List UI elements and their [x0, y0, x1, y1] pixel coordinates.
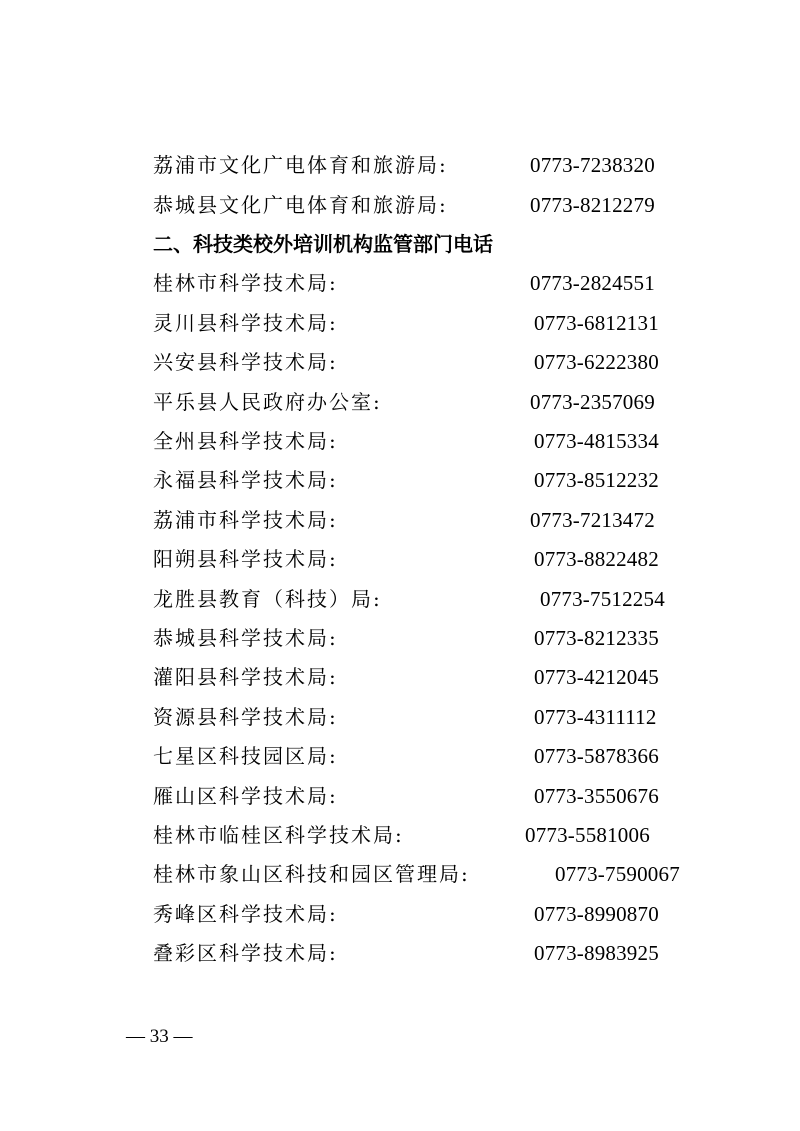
department-phone: 0773-8822482 — [534, 547, 659, 571]
department-phone: 0773-4212045 — [534, 665, 659, 689]
department-name: 灵川县科学技术局: — [153, 311, 338, 335]
department-name: 永福县科学技术局: — [153, 468, 338, 492]
contact-row — [153, 421, 713, 461]
department-name: 资源县科学技术局: — [153, 705, 338, 729]
department-phone: 0773-8983925 — [534, 941, 659, 965]
department-phone: 0773-8212335 — [534, 626, 659, 650]
department-phone: 0773-8990870 — [534, 902, 659, 926]
contact-row — [153, 303, 713, 343]
page-number: — 33 — — [126, 1026, 193, 1047]
department-name: 恭城县科学技术局: — [153, 626, 338, 650]
department-phone: 0773-5581006 — [525, 823, 650, 847]
department-name: 秀峰区科学技术局: — [153, 902, 338, 926]
department-name: 桂林市临桂区科学技术局: — [153, 823, 404, 847]
department-phone: 0773-8212279 — [530, 193, 655, 217]
department-name: 荔浦市文化广电体育和旅游局: — [153, 153, 448, 177]
contact-row — [153, 933, 713, 973]
contact-row — [153, 815, 713, 855]
department-name: 全州县科学技术局: — [153, 429, 338, 453]
department-phone: 0773-4815334 — [534, 429, 659, 453]
department-name: 龙胜县教育（科技）局: — [153, 587, 382, 611]
department-phone: 0773-2357069 — [530, 390, 655, 414]
department-phone: 0773-4311112 — [534, 705, 657, 729]
contact-row — [153, 185, 713, 225]
contact-row — [153, 342, 713, 382]
contact-row — [153, 460, 713, 500]
contact-row — [153, 618, 713, 658]
contact-row — [153, 382, 713, 422]
department-name: 灌阳县科学技术局: — [153, 665, 338, 689]
contact-row — [153, 539, 713, 579]
department-name: 七星区科技园区局: — [153, 744, 338, 768]
department-phone: 0773-6812131 — [534, 311, 659, 335]
contact-row — [153, 736, 713, 776]
department-phone: 0773-7238320 — [530, 153, 655, 177]
contact-row — [153, 894, 713, 934]
department-phone: 0773-2824551 — [530, 271, 655, 295]
department-name: 荔浦市科学技术局: — [153, 508, 338, 532]
contact-row — [153, 263, 713, 303]
department-phone: 0773-7512254 — [540, 587, 665, 611]
contact-row — [153, 854, 713, 894]
contact-row — [153, 145, 713, 185]
contact-row — [153, 500, 713, 540]
department-phone: 0773-6222380 — [534, 350, 659, 374]
department-name: 桂林市科学技术局: — [153, 271, 338, 295]
department-name: 桂林市象山区科技和园区管理局: — [153, 862, 470, 886]
department-phone: 0773-5878366 — [534, 744, 659, 768]
section-heading: 二、科技类校外培训机构监管部门电话 — [153, 232, 493, 256]
department-name: 兴安县科学技术局: — [153, 350, 338, 374]
contact-row — [153, 776, 713, 816]
department-phone: 0773-7590067 — [555, 862, 680, 886]
department-phone: 0773-8512232 — [534, 468, 659, 492]
department-name: 平乐县人民政府办公室: — [153, 390, 382, 414]
department-name: 叠彩区科学技术局: — [153, 941, 338, 965]
department-name: 恭城县文化广电体育和旅游局: — [153, 193, 448, 217]
contact-row — [153, 657, 713, 697]
department-name: 阳朔县科学技术局: — [153, 547, 338, 571]
department-phone: 0773-3550676 — [534, 784, 659, 808]
contact-row — [153, 579, 713, 619]
contact-row — [153, 697, 713, 737]
department-phone: 0773-7213472 — [530, 508, 655, 532]
department-name: 雁山区科学技术局: — [153, 784, 338, 808]
